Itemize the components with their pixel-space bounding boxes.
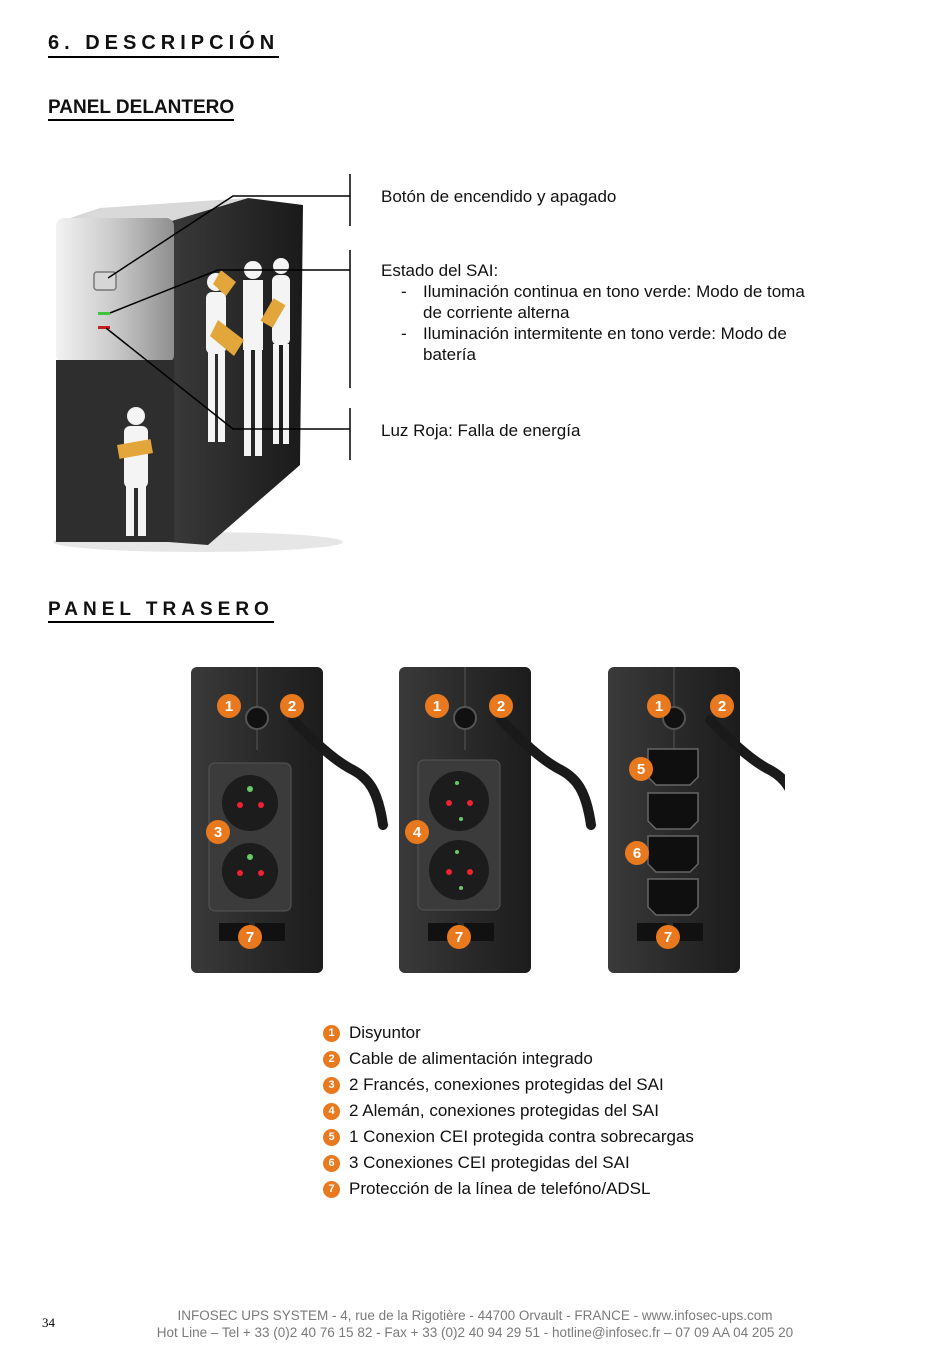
unit-label: 4 bbox=[412, 824, 422, 841]
section-title: 6. DESCRIPCIÓN bbox=[48, 32, 279, 58]
legend-text: Disyuntor bbox=[349, 1023, 421, 1042]
rear-unit-french bbox=[191, 667, 383, 973]
unit-label: 5 bbox=[636, 761, 646, 778]
callout-red-light: Luz Roja: Falla de energía bbox=[381, 421, 581, 440]
rear-unit-iec bbox=[608, 667, 785, 973]
legend-number: 2 bbox=[323, 1051, 340, 1068]
footer-address: INFOSEC UPS SYSTEM - 4, rue de la Rigotière - 44700 Orvault - FRANCE - www.infosec-ups.com bbox=[177, 1308, 773, 1323]
unit-label: 1 bbox=[654, 698, 664, 715]
status-item-text: Iluminación intermitente en tono verde: Modo de batería bbox=[423, 324, 787, 364]
legend-item bbox=[323, 1072, 664, 1098]
legend-number: 4 bbox=[323, 1103, 340, 1120]
rear-panel-title: PANEL TRASERO bbox=[48, 599, 274, 623]
unit-label: 3 bbox=[213, 824, 223, 841]
legend-number: 7 bbox=[323, 1181, 340, 1198]
callout-status bbox=[381, 260, 821, 365]
legend-item bbox=[323, 1098, 659, 1124]
unit-label: 1 bbox=[224, 698, 234, 715]
legend-item bbox=[323, 1020, 421, 1046]
footer-contact: Hot Line – Tel + 33 (0)2 40 76 15 82 - Fax + 33 (0)2 40 94 29 51 - hotline@infosec.fr – 07 09 AA 04 205 20 bbox=[156, 1325, 794, 1340]
status-item-dash: - bbox=[401, 324, 407, 343]
unit-label: 2 bbox=[287, 698, 297, 715]
unit-label: 7 bbox=[454, 929, 464, 946]
status-item bbox=[381, 323, 821, 365]
status-heading: Estado del SAI: bbox=[381, 261, 499, 280]
legend-text: 1 Conexion CEI protegida contra sobrecargas bbox=[349, 1127, 694, 1146]
unit-label: 2 bbox=[717, 698, 727, 715]
rear-unit-german bbox=[399, 667, 591, 973]
status-item-dash: - bbox=[401, 282, 407, 301]
status-item-text: Iluminación continua en tono verde: Modo de toma de corriente alterna bbox=[423, 282, 805, 322]
unit-label: 2 bbox=[496, 698, 506, 715]
legend-item bbox=[323, 1124, 694, 1150]
legend-number: 6 bbox=[323, 1155, 340, 1172]
page-number: 34 bbox=[42, 1315, 55, 1330]
legend-item bbox=[323, 1176, 650, 1202]
status-list bbox=[381, 281, 821, 365]
unit-label: 7 bbox=[245, 929, 255, 946]
legend-item bbox=[323, 1150, 630, 1176]
status-item bbox=[381, 281, 821, 323]
legend-text: Cable de alimentación integrado bbox=[349, 1049, 593, 1068]
unit-label: 1 bbox=[432, 698, 442, 715]
legend-number: 3 bbox=[323, 1077, 340, 1094]
unit-label: 6 bbox=[632, 845, 642, 862]
legend-number: 5 bbox=[323, 1129, 340, 1146]
legend-text: Protección de la línea de telefóno/ADSL bbox=[349, 1179, 651, 1198]
legend-text: 2 Alemán, conexiones protegidas del SAI bbox=[349, 1101, 659, 1120]
callout-power-button: Botón de encendido y apagado bbox=[381, 187, 617, 206]
rear-panel-image bbox=[185, 665, 785, 977]
legend-text: 3 Conexiones CEI protegidas del SAI bbox=[349, 1153, 630, 1172]
legend-number: 1 bbox=[323, 1025, 340, 1042]
legend-item bbox=[323, 1046, 593, 1072]
unit-label: 7 bbox=[663, 929, 673, 946]
front-panel-title: PANEL DELANTERO bbox=[48, 97, 234, 121]
legend-text: 2 Francés, conexiones protegidas del SAI bbox=[349, 1075, 664, 1094]
front-panel-image bbox=[48, 170, 368, 555]
